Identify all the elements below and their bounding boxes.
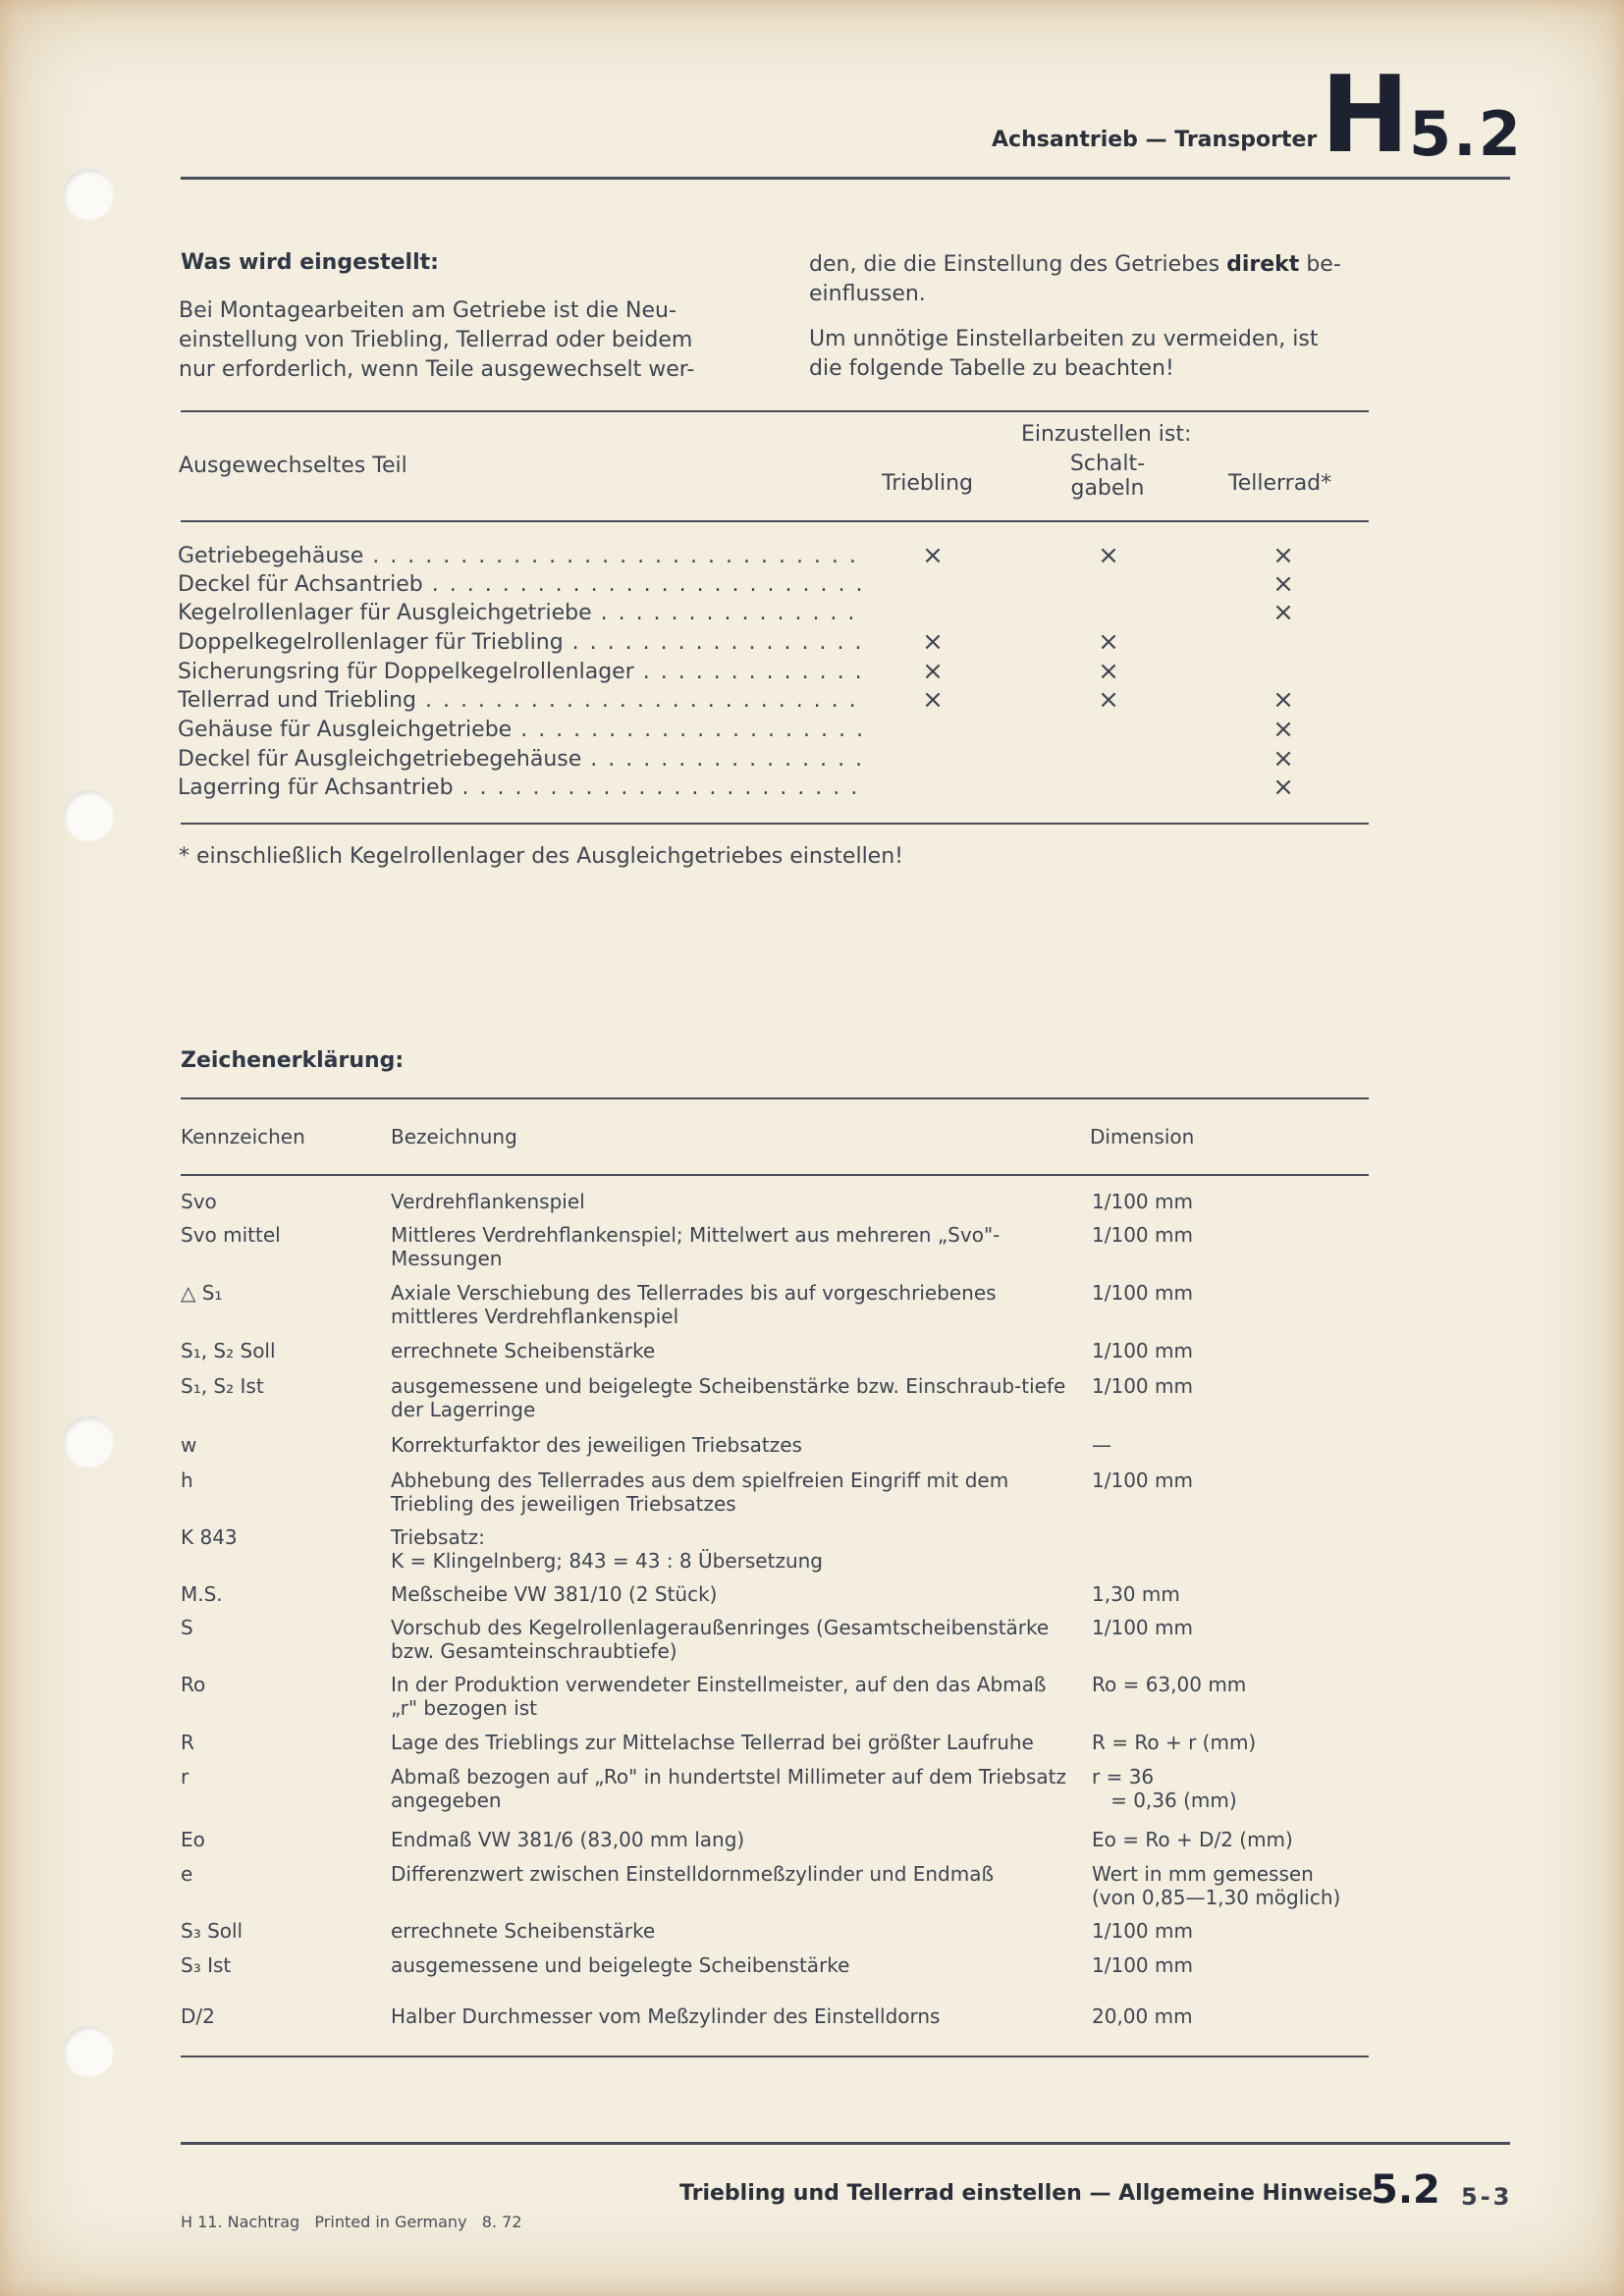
table-row: Doppelkegelrollenlager für Triebling . . . × × [178,628,1336,657]
section-number: 5.2 [1409,98,1523,170]
intro-col2: den, die die Einstellung des Getriebes direkt be- einflussen. Um unnötige Einstellarbeiten zu vermeiden, ist die folgende Tabelle zu beachten! [809,252,1341,381]
legend-header-kennzeichen: Kennzeichen [181,1125,305,1148]
parts-header-group: Einzustellen ist: [1021,422,1192,447]
punch-hole-4 [63,2026,114,2077]
table-row: Gehäuse für Ausgleichgetriebe . . . × [178,716,1336,744]
parts-table-header-rule [181,520,1369,522]
parts-header-schaltgabeln: Schalt- gabeln [1069,452,1146,501]
footer-section: 5.2 [1371,2167,1440,2213]
intro-title: Was wird eingestellt: [181,250,439,275]
legend-top-rule [181,1097,1369,1099]
header-subtitle: Achsantrieb — Transporter [992,128,1318,152]
parts-footnote: * einschließlich Kegelrollenlager des Ausgleichgetriebes einstellen! [179,844,903,869]
intro-col1: Bei Montagearbeiten am Getriebe ist die Neu- einstellung von Triebling, Tellerrad oder beidem nur erforderlich, wenn Teile ausgewechselt wer- [179,298,695,382]
table-row: Tellerrad und Triebling . . . × × × [178,686,1336,715]
legend-header-dimension: Dimension [1090,1125,1195,1148]
section-letter: H [1321,54,1410,177]
parts-header-triebling: Triebling [882,471,973,496]
punch-hole-3 [63,1416,114,1468]
document-page: Achsantrieb — Transporter H 5.2 Was wird eingestellt: Bei Montagearbeiten am Getriebe ist die Neu- einstellung von Triebling, Tellerrad oder beidem nur erforderlich, wenn Teile ausgewechselt wer- den, die die Einstellung des Getriebes direkt be- einflussen. Um unnötige Einstellarbeiten zu vermeiden, ist die folgende Tabelle zu beachten! Ausgewechseltes Teil Einzustellen ist: Triebling Schalt- gabeln Tellerrad* Getriebegehäuse . . . × × × Deckel für Achsantrieb . . . × Kegelrollenlager für Ausgleichgetriebe . . . × Doppelkegelrollenlager für Triebling . . . × × Sicherungsring für Doppelkegelrollenlager . . . × × Tellerrad und Triebling . . . × × × Gehäuse für Ausgleichgetriebe . . . × Deckel für Ausgleichgetriebegehäuse . . . × Lagerring für Achsantrieb . . . × * einschließlich Kegelrollenlager des Ausgleichgetriebes einstellen! Zeichenerklärung: Kennzeichen Bezeichnung Dimension Svo Verdrehflankenspiel 1/100 mm Svo mittel Mittleres Verdrehflankenspiel; Mittelwert aus mehreren „Svo"-Messungen 1/100 mm △ S₁ Axiale Verschiebung des Tellerrades bis auf vorgeschriebenes mittleres Verdrehflankenspiel 1/100 mm S₁, S₂ Soll errechnete Scheibenstärke 1/100 mm S₁, S₂ Ist ausgemessene und beigelegte Scheibenstärke bzw. Einschraub-tiefe der Lagerringe 1/100 mm w Korrekturfaktor des jeweiligen Triebsatzes — h Abhebung des Tellerrades aus dem spielfreien Eingriff mit dem Triebling des jeweiligen Triebsatzes 1/100 mm K 843 Triebsatz: K = Klingelnberg; 843 = 43 : 8 Übersetzung M.S. Meßscheibe VW 381/10 (2 Stück) 1,30 mm S Vorschub des Kegelrollenlageraußenringes (Gesamtscheibenstärke bzw. Gesamteinschraubtiefe) 1/100 mm Ro In der Produktion verwendeter Einstellmeister, auf den das Abmaß „r" bezogen ist Ro = 63,00 mm R Lage des Trieblings zur Mittelachse Tellerrad bei größter Laufruhe R = Ro + r (mm) r Abmaß bezogen auf „Ro" in hundertstel Millimeter auf dem Triebsatz angegeben r = 36 = 0,36 (mm) Eo Endmaß VW 381/6 (83,00 mm lang) Eo = Ro + D/2 (mm) e Differenzwert zwischen Einstelldornmeßzylinder und Endmaß Wert in mm gemessen (von 0,85—1,30 möglich) S₃ Soll errechnete Scheibenstärke 1/100 mm S₃ Ist ausgemessene und beigelegte Scheibenstärke 1/100 mm D/2 Halber Durchmesser vom Meßzylinder des Einstelldorns 20,00 mm Triebling und Tellerrad einstellen — Allgemeine Hinweise 5.2 5-3 H 11. Nachtrag Printed in Germany 8. 72 [0,0,1624,2296]
footer-page: 5-3 [1461,2183,1513,2211]
punch-hole-1 [63,169,114,220]
footer-imprint: H 11. Nachtrag Printed in Germany 8. 72 [181,2213,522,2231]
legend-bottom-rule [181,2056,1369,2057]
parts-header-part: Ausgewechseltes Teil [179,454,407,478]
legend-title: Zeichenerklärung: [181,1048,405,1073]
footer-rule [181,2142,1510,2145]
table-row: Deckel für Achsantrieb . . . × [178,570,1336,599]
parts-header-tellerrad: Tellerrad* [1228,471,1332,496]
header-rule [181,177,1510,180]
table-row: Deckel für Ausgleichgetriebegehäuse . . . × [178,745,1336,774]
table-row: Getriebegehäuse . . . × × × [178,542,1336,570]
table-row: Sicherungsring für Doppelkegelrollenlager . . . × × [178,658,1336,686]
legend-header-rule [181,1174,1369,1176]
parts-table-top-rule [181,410,1369,412]
table-row: Kegelrollenlager für Ausgleichgetriebe . . . × [178,599,1336,627]
parts-table-bottom-rule [181,823,1369,825]
table-row: Lagerring für Achsantrieb . . . × [178,774,1336,802]
punch-hole-2 [63,790,114,841]
legend-header-bezeichnung: Bezeichnung [391,1125,517,1148]
footer-title: Triebling und Tellerrad einstellen — Allgemeine Hinweise [679,2181,1373,2206]
